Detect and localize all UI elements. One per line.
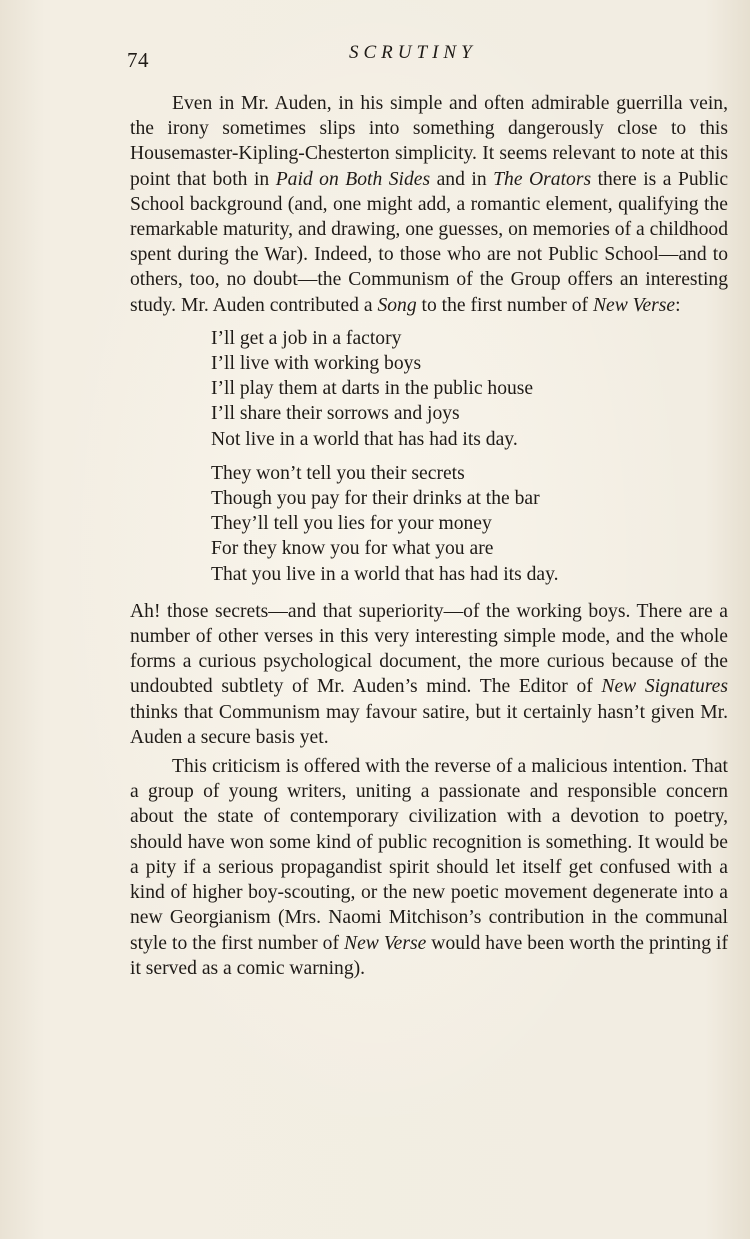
poem-line: For they know you for what you are xyxy=(211,538,494,560)
italic-title-new-verse: New Verse xyxy=(344,932,427,954)
poem-line: Though you pay for their drinks at the bar xyxy=(211,488,540,510)
text-run: Even in Mr. Auden, in his simple and often admirable guerrilla vein, the irony sometimes slips into something dangerously close to this Housemaster-Kipling-Chesterton simplicity. It seems relevant to note at this point that both in xyxy=(130,93,728,190)
poem-line: That you live in a world that has had its day. xyxy=(211,563,559,585)
italic-title-paid-on-both-sides: Paid on Both Sides xyxy=(275,168,431,190)
poem-line: They won’t tell you their secrets xyxy=(211,462,465,484)
poem-line: I’ll play them at darts in the public house xyxy=(211,378,534,400)
italic-title-song: Song xyxy=(377,294,417,316)
poem-line: I’ll get a job in a factory xyxy=(211,327,402,349)
poem-stanza-2 xyxy=(211,461,728,587)
paragraph-auden-irony xyxy=(130,91,728,318)
text-run: thinks that Communism may favour satire, but it certainly hasn’t given Mr. Auden a secure basis yet. xyxy=(130,701,728,748)
journal-title: SCRUTINY xyxy=(349,42,477,63)
text-run: Ah! those secrets—and that superiority—of the working boys. There are a number of other verses in this very interesting simple mode, and the whole forms a curious psychological document, the more curious because of the undoubted subtlety of Mr. Auden’s mind. The Editor of xyxy=(130,600,728,698)
poem-line: I’ll share their sorrows and joys xyxy=(211,403,460,425)
poem-line: I’ll live with working boys xyxy=(211,353,422,375)
running-head xyxy=(127,42,727,72)
italic-title-new-verse: New Verse xyxy=(592,294,676,316)
text-run: : xyxy=(675,294,681,316)
poem-line: Not live in a world that has had its day. xyxy=(211,428,518,450)
text-run: This criticism is offered with the reverse of a malicious intention. That a group of young writers, uniting a passionate and responsible concern about the state of contemporary civilization with a devotion to poetry, should have won some kind of public recognition is something. It would be a pity if a serious propagandist spirit should let itself get confused with a kind of higher boy-scouting, or the new poetic movement degenerate into a new Georgianism (Mrs. Naomi Mitchison’s contribution in the communal style to the first number of xyxy=(130,756,728,954)
page-number: 74 xyxy=(127,48,149,72)
text-run: and in xyxy=(430,168,494,190)
poem-line: They’ll tell you lies for your money xyxy=(211,513,492,535)
body-text xyxy=(130,91,728,981)
text-run: there is a Public School background (and, one might add, a romantic element, qualifying the remarkable maturity, and drawing, one guesses, on memories of a childhood spent during the War). Indeed, to those who are not Public School—and to others, too, no doubt—the Communism of the Group offers an interesting study. Mr. Auden contributed a xyxy=(130,168,729,316)
italic-title-the-orators: The Orators xyxy=(493,168,592,190)
paragraph-criticism xyxy=(130,754,728,981)
paragraph-secrets xyxy=(130,599,728,750)
text-run: would have been worth the printing if it served as a comic warning). xyxy=(130,932,728,979)
italic-title-new-signatures: New Signatures xyxy=(601,676,728,698)
poem-quotation xyxy=(211,326,728,587)
text-run: to the first number of xyxy=(416,294,593,316)
poem-stanza-1 xyxy=(211,326,728,452)
